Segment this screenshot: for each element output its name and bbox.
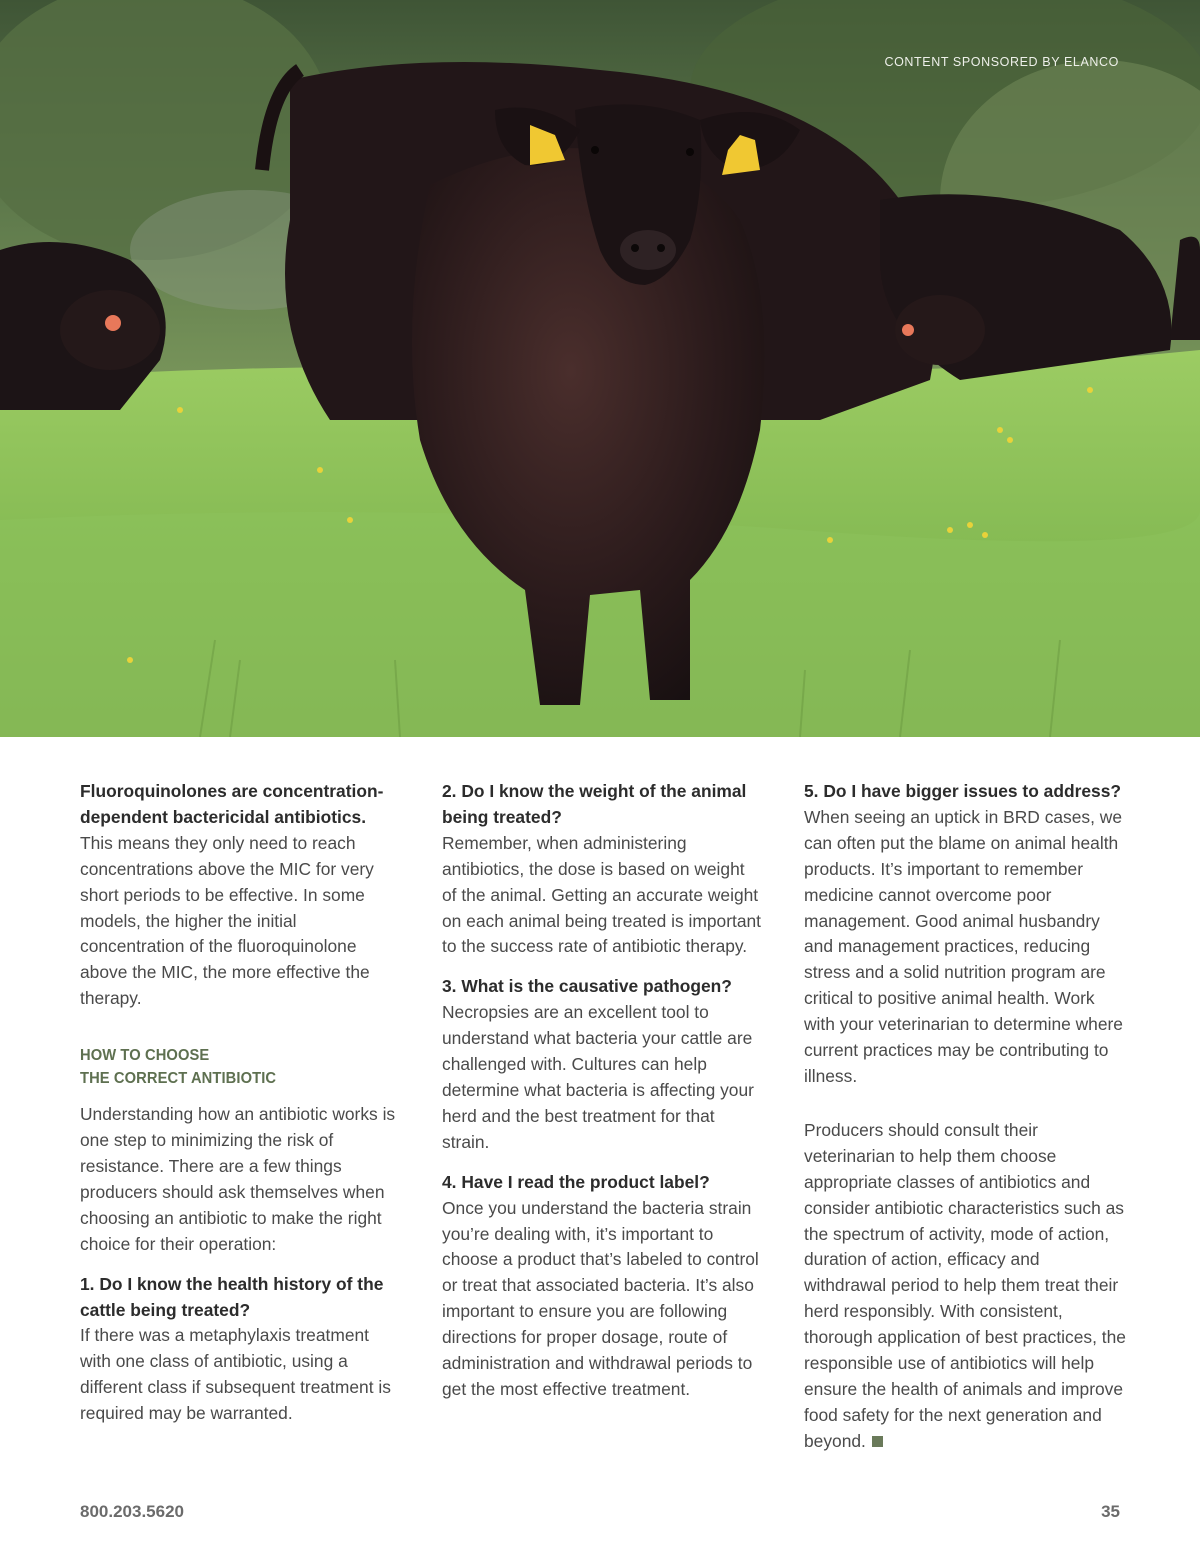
question-3-title: 3. What is the causative pathogen?	[442, 976, 732, 997]
sponsor-label: CONTENT SPONSORED BY ELANCO	[884, 55, 1119, 69]
column-1	[80, 779, 400, 1427]
lead-bold: Fluoroquinolones are concentration-dependent bactericidal antibiotics.	[80, 781, 384, 827]
section-heading	[80, 1044, 374, 1090]
lead-paragraph	[80, 779, 400, 1012]
question-1	[80, 1272, 400, 1427]
question-5-title: 5. Do I have bigger issues to address?	[804, 781, 1121, 801]
question-1-title: 1. Do I know the health history of the cattle being treated?	[80, 1273, 384, 1320]
end-square-icon	[872, 1436, 883, 1447]
closing-paragraph	[804, 1118, 1126, 1455]
closing-text: Producers should consult their veterinarian to help them choose appropriate classes of antibiotics and consider antibiotic characteristics such as the spectrum of activity, mode of action, duration of action, efficacy and withdrawal period to help them treat their herd responsibly. With consistent, thorough application of best practices, the responsible use of antibiotics will help ensure the health of animals and improve food safety for the next generation and beyond.	[804, 1119, 1126, 1451]
question-2-title: 2. Do I know the weight of the animal being treated?	[442, 781, 747, 827]
intro-paragraph: Understanding how an antibiotic works is one step to minimizing the risk of resistance. There are a few things producers should ask themselves when choosing an antibiotic to make the right choice for their operation:	[80, 1104, 396, 1254]
section-heading-line1: HOW TO CHOOSE	[80, 1047, 210, 1065]
cattle-illustration	[0, 0, 1200, 737]
section-heading-line2: THE CORRECT ANTIBIOTIC	[80, 1070, 277, 1088]
question-4-body: Once you understand the bacteria strain you’re dealing with, it’s important to choose a product that’s labeled to control or treat that associated bacteria. It’s also important to ensure you are following directions for proper dosage, route of administration and withdrawal periods to get the most effective treatment.	[442, 1197, 759, 1399]
question-1-body: If there was a metaphylaxis treatment with one class of antibiotic, using a different class if subsequent treatment is required may be warranted.	[80, 1325, 391, 1424]
question-2	[442, 779, 762, 960]
column-3	[804, 779, 1126, 1455]
lead-rest: This means they only need to reach concentrations above the MIC for very short periods to be effective. In some models, the higher the initial concentration of the fluoroquinolone above the MIC, the more effective the therapy.	[80, 832, 374, 1009]
hero-photo-cattle	[0, 0, 1200, 737]
question-4	[442, 1170, 762, 1403]
question-5	[804, 779, 1126, 1090]
question-2-body: Remember, when administering antibiotics, the dose is based on weight of the animal. Getting an accurate weight on each animal being treated is important to the success rate of antibiotic therapy.	[442, 832, 762, 957]
question-5-body: When seeing an uptick in BRD cases, we can often put the blame on animal health products. It’s important to remember medicine cannot overcome poor management. Good animal husbandry and management practices, reducing stress and a solid nutrition program are critical to positive animal health. Work with your veterinarian to determine where current practices may be contributing to illness.	[804, 806, 1123, 1086]
question-3	[442, 974, 762, 1155]
footer-phone: 800.203.5620	[80, 1502, 184, 1521]
question-3-body: Necropsies are an excellent tool to understand what bacteria your cattle are challenged with. Cultures can help determine what bacteria is affecting your herd and the best treatment for that strain.	[442, 1002, 754, 1152]
question-4-title: 4. Have I read the product label?	[442, 1171, 710, 1192]
page-number: 35	[1101, 1502, 1120, 1521]
column-2	[442, 779, 762, 1403]
article-columns	[80, 779, 1126, 1469]
